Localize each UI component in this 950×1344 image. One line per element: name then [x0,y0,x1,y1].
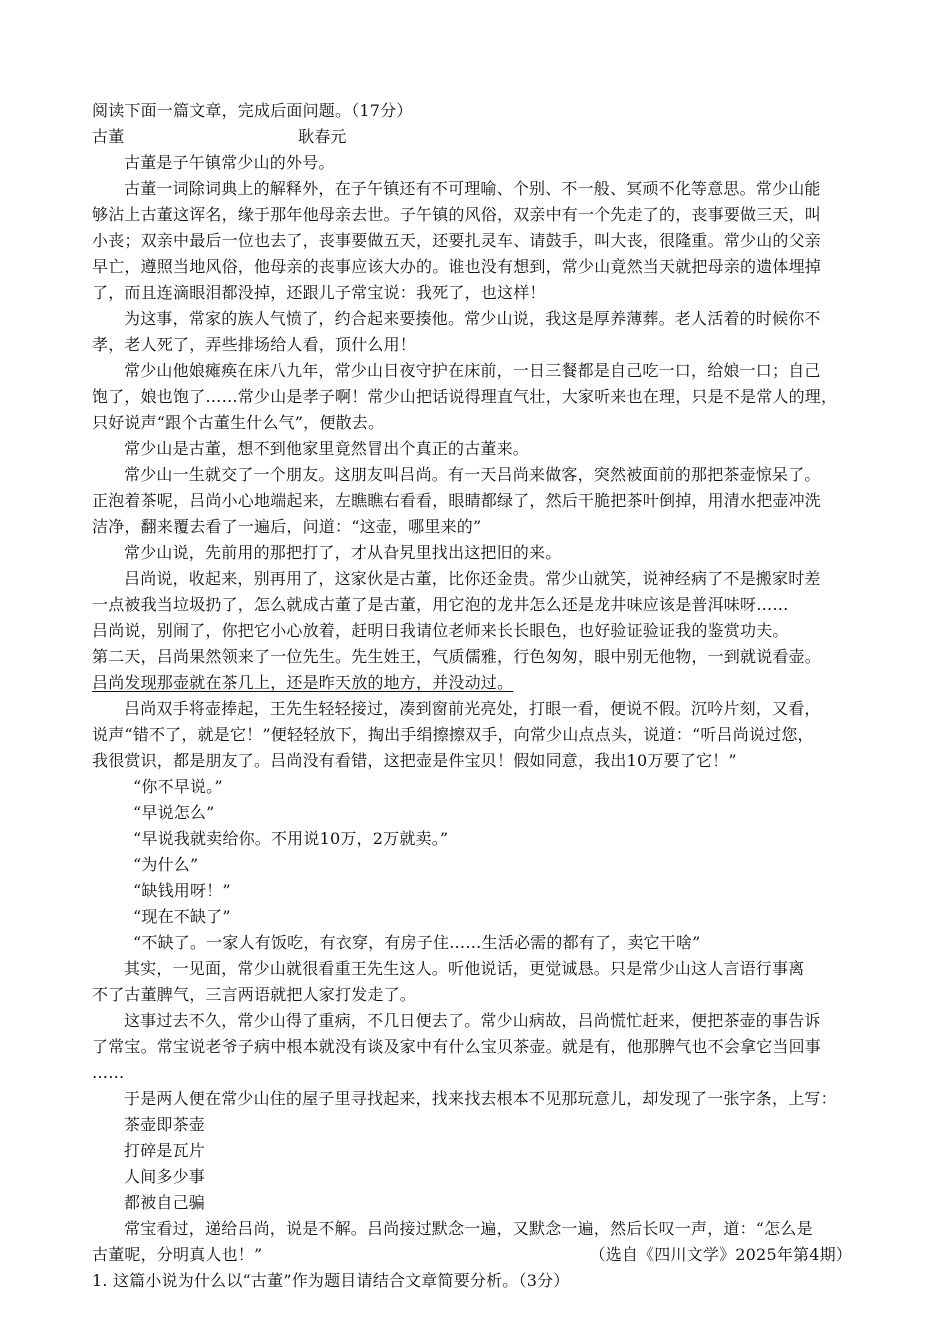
body-line: 孝，老人死了，弄些排场给人看，顶什么用！ [92,335,417,354]
body-line: 了常宝。常宝说老爷子病中根本就没有谈及家中有什么宝贝茶壶。就是有，他那脾气也不会拿它当回事 [92,1037,822,1056]
body-line: 常少山说，先前用的那把打了，才从旮旯里找出这把旧的来。 [124,543,562,562]
body-line: 常少山是古董，想不到他家里竟然冒出个真正的古董来。 [124,439,530,458]
dialogue-line: “为什么” [133,855,199,874]
source-note: （选自《四川文学》2025年第4期） [589,1245,852,1264]
body-line: 第二天，吕尚果然领来了一位先生。先生姓王，气质儒雅，行色匆匆，眼中别无他物，一到就说看壶。 [92,647,822,666]
body-line: 只好说声“跟个古董生什么气”，便散去。 [92,413,385,432]
dialogue-line: “缺钱用呀！” [133,881,231,900]
body-line: 吕尚说，收起来，别再用了，这家伙是古董，比你还金贵。常少山就笑，说神经病了不是搬家时差 [124,569,821,588]
title-row [92,124,852,150]
body-line: 饱了，娘也饱了……常少山是孝子啊！常少山把话说得理直气壮，大家听来也在理，只是不是常人的理， [92,387,838,406]
body-line: 常少山一生就交了一个朋友。这朋友叫吕尚。有一天吕尚来做客，突然被面前的那把茶壶惊呆了。 [124,465,821,484]
body-line: 了，而且连滴眼泪都没掉，还跟儿子常宝说：我死了，也这样！ [92,283,546,302]
poem-line: 都被自己骗 [124,1193,206,1212]
body-line: 小丧；双亲中最后一位也去了，丧事要做五天，还要扎灵车、请鼓手，叫大丧，很隆重。常少山的父亲 [92,231,822,250]
dialogue-line: “早说我就卖给你。不用说10万，2万就卖。” [133,829,449,848]
dialogue-line: “你不早说。” [133,777,223,796]
article-author: 耿春元 [298,127,347,146]
body-line: 于是两人便在常少山住的屋子里寻找起来，找来找去根本不见那玩意儿，却发现了一张字条，上写： [124,1089,837,1108]
body-line: 这事过去不久，常少山得了重病，不几日便去了。常少山病故，吕尚慌忙赶来，便把茶壶的事告诉 [124,1011,821,1030]
body-line: 吕尚双手将壶捧起，王先生轻轻接过，凑到窗前光亮处，打眼一看，便说不假。沉吟片刻，又看， [124,699,821,718]
body-line: 正泡着茶呢，吕尚小心地端起来，左瞧瞧右看看，眼睛都绿了，然后干脆把茶叶倒掉，用清水把壶冲洗 [92,491,822,510]
dialogue-line: “不缺了。一家人有饭吃，有衣穿，有房子住……生活必需的都有了，卖它干啥” [133,933,701,952]
body-line: 洁净，翻来覆去看了一遍后，问道：“这壶，哪里来的” [92,517,482,536]
poem-line: 打碎是瓦片 [124,1141,206,1160]
body-line: 古董呢，分明真人也！” [92,1245,263,1264]
body-line: 说声“错不了，就是它！”便轻轻放下，掏出手绢擦擦双手，向常少山点点头，说道：“听吕尚说过您， [92,725,814,744]
body-line: 其实，一见面，常少山就很看重王先生这人。听他说话，更觉诚恳。只是常少山这人言语行事离 [124,959,805,978]
dialogue-line: “现在不缺了” [133,907,231,926]
poem-line: 茶壶即茶壶 [124,1115,206,1134]
article-title: 古董 [92,127,125,146]
body-line: 早亡，遵照当地风俗，他母亲的丧事应该大办的。谁也没有想到，常少山竟然当天就把母亲的遗体埋掉 [92,257,822,276]
dialogue-line: “早说怎么” [133,803,215,822]
body-line: 吕尚说，别闹了，你把它小心放着，赶明日我请位老师来长长眼色，也好验证验证我的鉴赏功夫。 [92,621,789,640]
body-line: 不了古董脾气，三言两语就把人家打发走了。 [92,985,417,1004]
body-line: 我很赏识，都是朋友了。吕尚没有看错，这把壶是件宝贝！假如同意，我出10万要了它！” [92,751,737,770]
question-1: 1. 这篇小说为什么以“古董”作为题目请结合文章简要分析。（3分） [92,1271,570,1290]
instruction-line: 阅读下面一篇文章，完成后面问题。（17分） [92,101,413,120]
closing-row [92,1242,852,1268]
body-line: …… [92,1063,125,1082]
body-line: 常少山他娘瘫痪在床八九年，常少山日夜守护在床前，一日三餐都是自己吃一口，给娘一口；自己 [124,361,821,380]
body-line: 古董一词除词典上的解释外，在子午镇还有不可理喻、个别、不一般、冥顽不化等意思。常少山能 [124,179,821,198]
underlined-line: 吕尚发现那壶就在茶几上，还是昨天放的地方，并没动过。 [92,673,514,692]
body-line: 古董是子午镇常少山的外号。 [124,153,335,172]
poem-line: 人间多少事 [124,1167,206,1186]
body-line: 一点被我当垃圾扔了，怎么就成古董了是古董，用它泡的龙井怎么还是龙井味应该是普洱味呀…… [92,595,789,614]
body-line: 常宝看过，递给吕尚，说是不解。吕尚接过默念一遍，又默念一遍，然后长叹一声，道：“怎么是 [124,1219,813,1238]
body-line: 够沾上古董这诨名，缘于那年他母亲去世。子午镇的风俗，双亲中有一个先走了的，丧事要做三天，叫 [92,205,822,224]
body-line: 为这事，常家的族人气愤了，约合起来要揍他。常少山说，我这是厚养薄葬。老人活着的时候你不 [124,309,821,328]
